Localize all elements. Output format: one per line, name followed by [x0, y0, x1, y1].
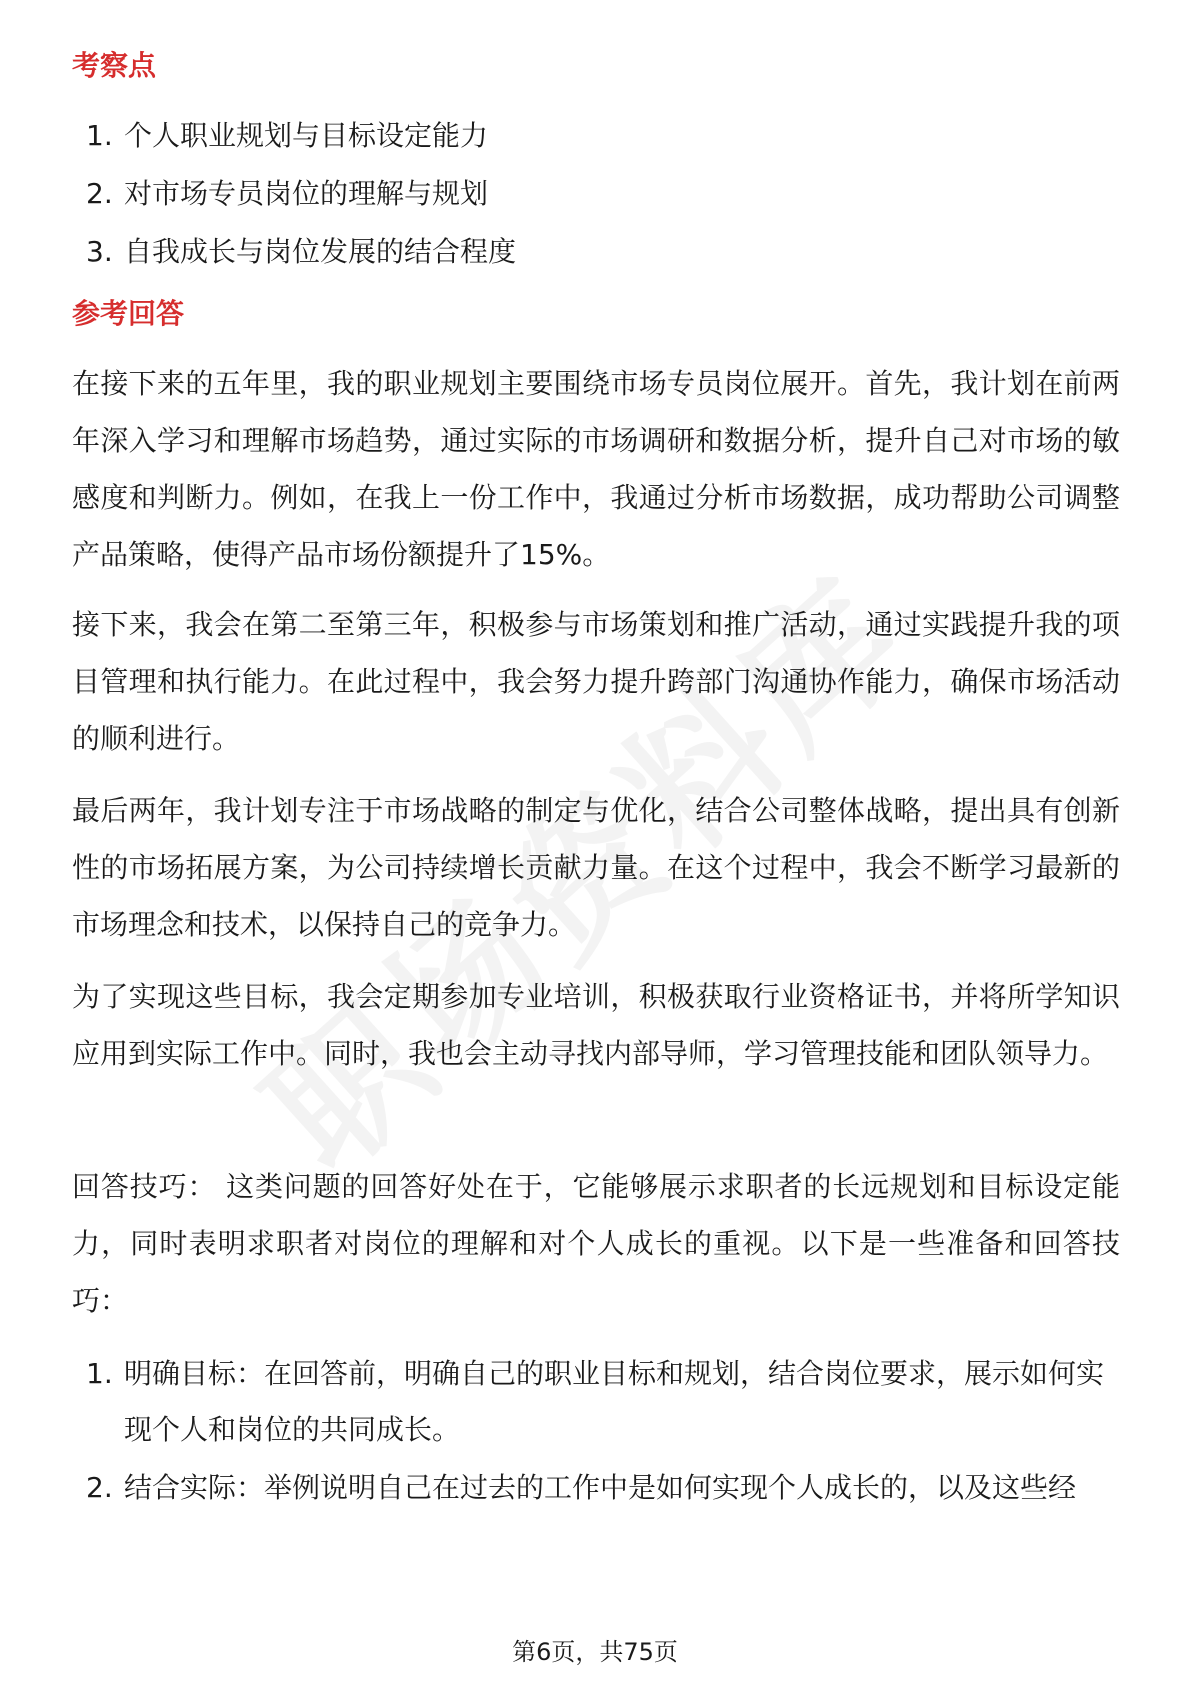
list-item-text: 对市场专员岗位的理解与规划 — [124, 177, 489, 210]
list-item — [72, 1460, 1122, 1516]
answer-tips-intro: 回答技巧： 这类问题的回答好处在于，它能够展示求职者的长远规划和目标设定能力，同时表明求职者对岗位的理解和对个人成长的重视。以下是一些准备和回答技巧： — [72, 1170, 1120, 1317]
tips-list — [72, 1346, 1122, 1518]
section-title-points: 考察点 — [72, 49, 157, 82]
list-item — [72, 107, 1122, 165]
list-item-text: 结合实际：举例说明自己在过去的工作中是如何实现个人成长的，以及这些经 — [124, 1471, 1077, 1504]
section-title-answer: 参考回答 — [72, 297, 185, 330]
list-item-text: 明确目标：在回答前，明确自己的职业目标和规划，结合岗位要求，展示如何实现个人和岗位的共同成长。 — [124, 1357, 1105, 1446]
list-number: 3. — [86, 235, 113, 268]
points-list — [72, 107, 1122, 281]
list-number: 1. — [86, 119, 113, 152]
list-item — [72, 1346, 1122, 1458]
list-number: 2. — [86, 177, 113, 210]
answer-paragraph-3: 最后两年，我计划专注于市场战略的制定与优化，结合公司整体战略，提出具有创新性的市场拓展方案，为公司持续增长贡献力量。在这个过程中，我会不断学习最新的市场理念和技术，以保持自己的竞争力。 — [72, 794, 1120, 941]
answer-paragraph-1: 在接下来的五年里，我的职业规划主要围绕市场专员岗位展开。首先，我计划在前两年深入学习和理解市场趋势，通过实际的市场调研和数据分析，提升自己对市场的敏感度和判断力。例如，在我上一份工作中，我通过分析市场数据，成功帮助公司调整产品策略，使得产品市场份额提升了15%。 — [72, 367, 1120, 571]
list-number: 1. — [86, 1357, 113, 1390]
list-number: 2. — [86, 1471, 113, 1504]
list-item-text: 自我成长与岗位发展的结合程度 — [124, 235, 517, 268]
page-number-footer: 第6页，共75页 — [512, 1638, 678, 1666]
list-item-text: 个人职业规划与目标设定能力 — [124, 119, 489, 152]
answer-paragraph-4: 为了实现这些目标，我会定期参加专业培训，积极获取行业资格证书，并将所学知识应用到实际工作中。同时，我也会主动寻找内部导师，学习管理技能和团队领导力。 — [72, 980, 1120, 1070]
list-item — [72, 165, 1122, 223]
list-item — [72, 223, 1122, 281]
answer-paragraph-2: 接下来，我会在第二至第三年，积极参与市场策划和推广活动，通过实践提升我的项目管理和执行能力。在此过程中，我会努力提升跨部门沟通协作能力，确保市场活动的顺利进行。 — [72, 608, 1120, 755]
